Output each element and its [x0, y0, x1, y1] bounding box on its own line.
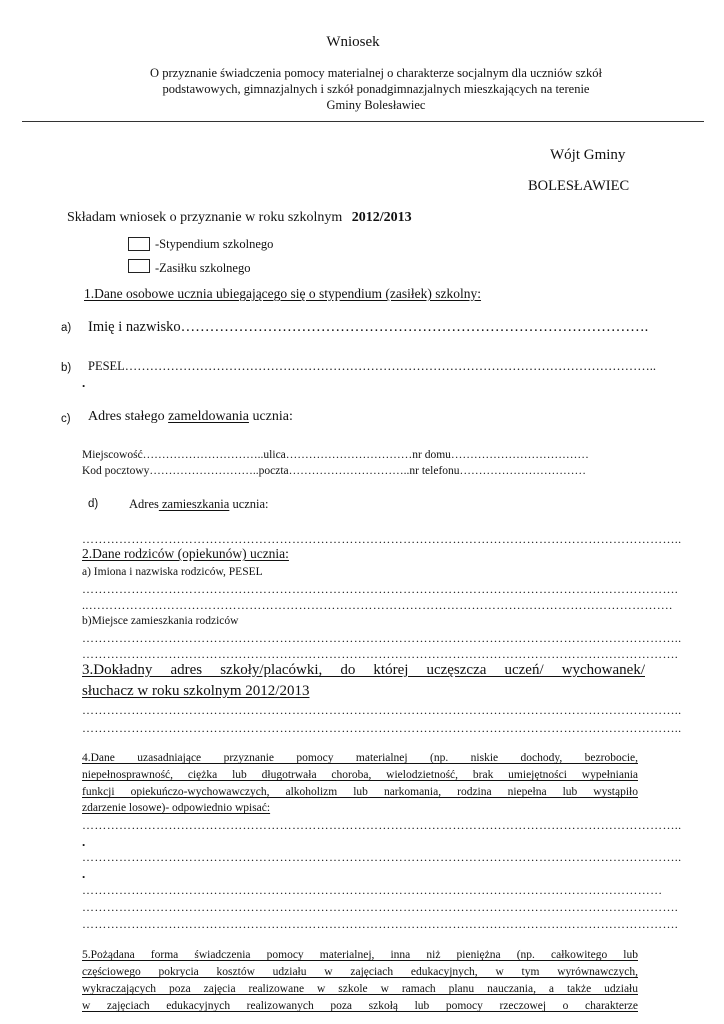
registered-address-suffix: ucznia: [248, 409, 293, 424]
school-address-field-2[interactable]: ……………………………………………………………………………………………………………………………….. [82, 721, 682, 735]
section-2-heading: 2.Dane rodziców (opiekunów) ucznia: [82, 546, 289, 561]
stypendium-label: -Stypendium szkolnego [155, 237, 274, 251]
registered-address-label [88, 409, 293, 425]
addressee-title: Wójt Gminy [550, 147, 626, 163]
justification-field-2[interactable]: ……………………………………………………………………………………………………………………………….. [82, 850, 682, 864]
form-subtitle-line-2: podstawowych, gimnazjalnych i szkół ponadgimnazjalnych mieszkających na terenie [162, 82, 590, 96]
intro-sentence [67, 210, 412, 226]
addressee-municipality: BOLESŁAWIEC [528, 178, 630, 194]
form-subtitle-line-3: Gminy Bolesławiec [326, 98, 426, 112]
address-line-2[interactable]: Kod pocztowy………………………..poczta…………………………..nr telefonu…………………………… [82, 465, 587, 477]
parents-address-label: b)Miejsce zamieszkania rodziców [82, 615, 239, 627]
form-title: Wniosek [326, 34, 380, 50]
justification-field-5[interactable]: ………………………………………………………………………………………………………………………………. [82, 917, 679, 931]
stypendium-checkbox[interactable] [128, 237, 150, 251]
residence-address-underlined: zamieszkania [158, 497, 230, 511]
name-field[interactable]: Imię i nazwisko……………………………………………………………………………………. [88, 319, 649, 335]
justification-field-3[interactable]: …………………………………………………………………………………………………………………………… [82, 883, 663, 897]
parents-names-label: a) Imiona i nazwiska rodziców, PESEL [82, 566, 263, 578]
item-a-marker: a) [61, 322, 72, 334]
item-b-marker: b) [61, 362, 72, 374]
registered-address-underlined: zameldowania [168, 409, 249, 424]
section-4-line-2: niepełnosprawność, ciężka lub długotrwała choroba, wielodzietność, brak umiejętności wypełniania [82, 769, 638, 781]
justification-field-1[interactable]: ……………………………………………………………………………………………………………………………….. [82, 818, 682, 832]
parents-address-field-2[interactable]: ………………………………………………………………………………………………………………………………. [82, 647, 679, 661]
section-4-line-4: zdarzenie losowe)- odpowiednio wpisać: [82, 802, 271, 814]
justification-dot-2: . [82, 866, 86, 881]
section-5-line-1: 5.Pożądana forma świadczenia pomocy materialnej, inna niż pieniężna (np. całkowitego lub [82, 949, 638, 961]
section-3-heading-line-2: słuchacz w roku szkolnym 2012/2013 [82, 683, 310, 699]
parents-names-field-2[interactable]: ..……………………………………………………………………………………………………………………………. [82, 598, 673, 612]
section-4-line-1: 4.Dane uzasadniające przyznanie pomocy materialnej (np. niskie dochody, bezrobocie, [82, 752, 638, 764]
parents-address-field-1[interactable]: ……………………………………………………………………………………………………………………………….. [82, 631, 682, 645]
residence-address-field[interactable]: ……………………………………………………………………………………………………………………………….. [82, 532, 682, 546]
residence-address-prefix: Adres [129, 497, 159, 511]
header-divider [22, 121, 704, 122]
section-4-line-3: funkcji opiekuńczo-wychowawczych, alkoholizm lub narkomania, rodzina niepełna lub wystąpiło [82, 786, 638, 798]
form-subtitle-line-1: O przyznanie świadczenia pomocy materialnej o charakterze socjalnym dla uczniów szkół [150, 66, 602, 80]
section-1-heading: 1.Dane osobowe ucznia ubiegającego się o stypendium (zasiłek) szkolny: [84, 286, 482, 301]
intro-text: Składam wniosek o przyznanie w roku szkolnym [67, 210, 343, 225]
residence-address-label [129, 497, 269, 512]
section-5-line-4: w zajęciach edukacyjnych realizowanych poza szkołą lub pomocy rzeczowej o charakterze [82, 1000, 638, 1012]
item-c-marker: c) [61, 413, 71, 425]
section-5-line-3: wykraczających poza zajęcia realizowane w szkole w ramach planu nauczania, a także udziału [82, 983, 638, 995]
zasilek-label: -Zasiłku szkolnego [155, 261, 251, 275]
school-year: 2012/2013 [351, 210, 412, 225]
pesel-continuation-dot: . [82, 375, 86, 390]
justification-field-4[interactable]: ………………………………………………………………………………………………………………………………. [82, 900, 679, 914]
registered-address-prefix: Adres stałego [88, 409, 169, 424]
section-5-line-2: częściowego pokrycia kosztów udziału w zajęciach edukacyjnych, w tym wyrównawczych, [82, 966, 638, 978]
item-d-marker: d) [88, 498, 99, 510]
justification-dot-1: . [82, 834, 86, 849]
school-address-field-1[interactable]: ……………………………………………………………………………………………………………………………….. [82, 703, 682, 717]
section-3-heading-line-1: 3.Dokładny adres szkoły/placówki, do której uczęszcza uczeń/ wychowanek/ [82, 662, 645, 678]
pesel-field[interactable]: PESEL……………………………………………………………………………………………………………….. [88, 359, 657, 373]
address-line-1[interactable]: Miejscowość…………………………..ulica……………………………nr domu……………………………… [82, 449, 589, 461]
parents-names-field-1[interactable]: ………………………………………………………………………………………………………………………………. [82, 582, 679, 596]
residence-address-suffix: ucznia: [229, 497, 269, 511]
zasilek-checkbox[interactable] [128, 259, 150, 273]
